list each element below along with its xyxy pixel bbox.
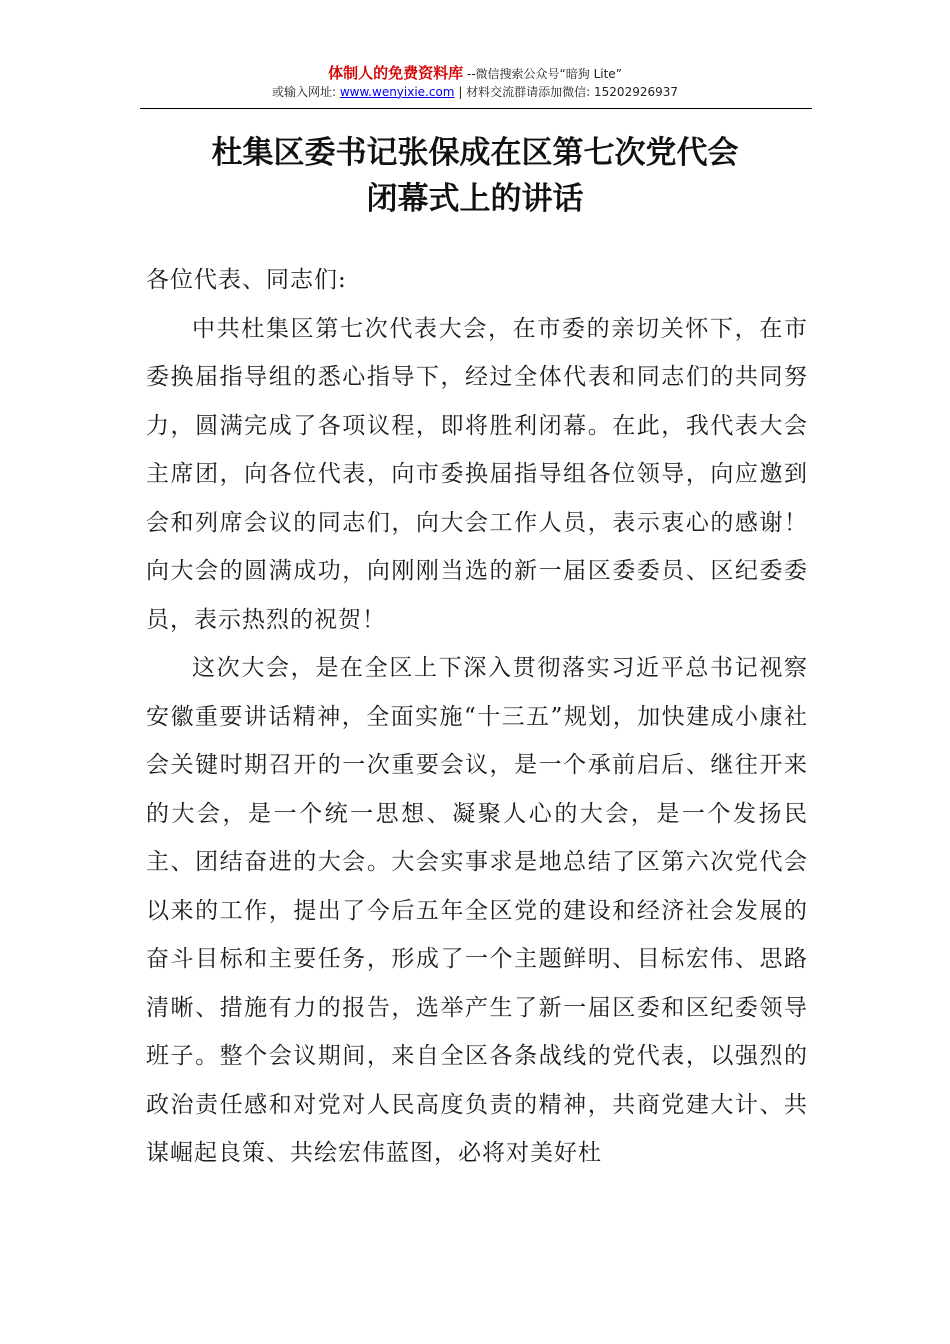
paragraph: 这次大会，是在全区上下深入贯彻落实习近平总书记视察安徽重要讲话精神，全面实施“十三五”规划，加快建成小康社会关键时期召开的一次重要会议，是一个承前启后、继往开来的大会，是一个统一思想、凝聚人心的大会，是一个发扬民主、团结奋进的大会。大会实事求是地总结了区第六次党代会以来的工作，提出了今后五年全区党的建设和经济社会发展的奋斗目标和主要任务，形成了一个主题鲜明、目标宏伟、思路清晰、措施有力的报告，选举产生了新一届区委和区纪委领导班子。整个会议期间，来自全区各条战线的党代表，以强烈的政治责任感和对党对人民高度负责的精神，共商党建大计、共谋崛起良策、共绘宏伟蓝图，必将对美好杜 xyxy=(146,655,808,1166)
header-brand-suffix: --微信搜索公众号“暗狗 Lite” xyxy=(463,67,622,81)
document-body xyxy=(146,256,808,1178)
header-contact: | 材料交流群请添加微信: 15202926937 xyxy=(454,84,679,99)
header-divider xyxy=(140,108,812,109)
header-url-link[interactable]: www.wenyixie.com xyxy=(339,84,455,99)
header-line-1 xyxy=(0,64,950,83)
paragraph: 中共杜集区第七次代表大会，在市委的亲切关怀下，在市委换届指导组的悉心指导下，经过全体代表和同志们的共同努力，圆满完成了各项议程，即将胜利闭幕。在此，我代表大会主席团，向各位代表，向市委换届指导组各位领导，向应邀到会和列席会议的同志们，向大会工作人员，表示衷心的感谢！向大会的圆满成功，向刚刚当选的新一届区委委员、区纪委委员，表示热烈的祝贺！ xyxy=(146,315,808,633)
page-header xyxy=(0,64,950,100)
document-title xyxy=(0,130,950,222)
header-brand: 体制人的免费资料库 xyxy=(328,64,464,82)
title-line-2: 闭幕式上的讲话 xyxy=(366,181,584,217)
header-line-2 xyxy=(0,85,950,100)
title-line-1: 杜集区委书记张保成在区第七次党代会 xyxy=(211,135,739,171)
header-url-prefix: 或输入网址: xyxy=(271,84,340,99)
salutation: 各位代表、同志们: xyxy=(146,267,347,293)
